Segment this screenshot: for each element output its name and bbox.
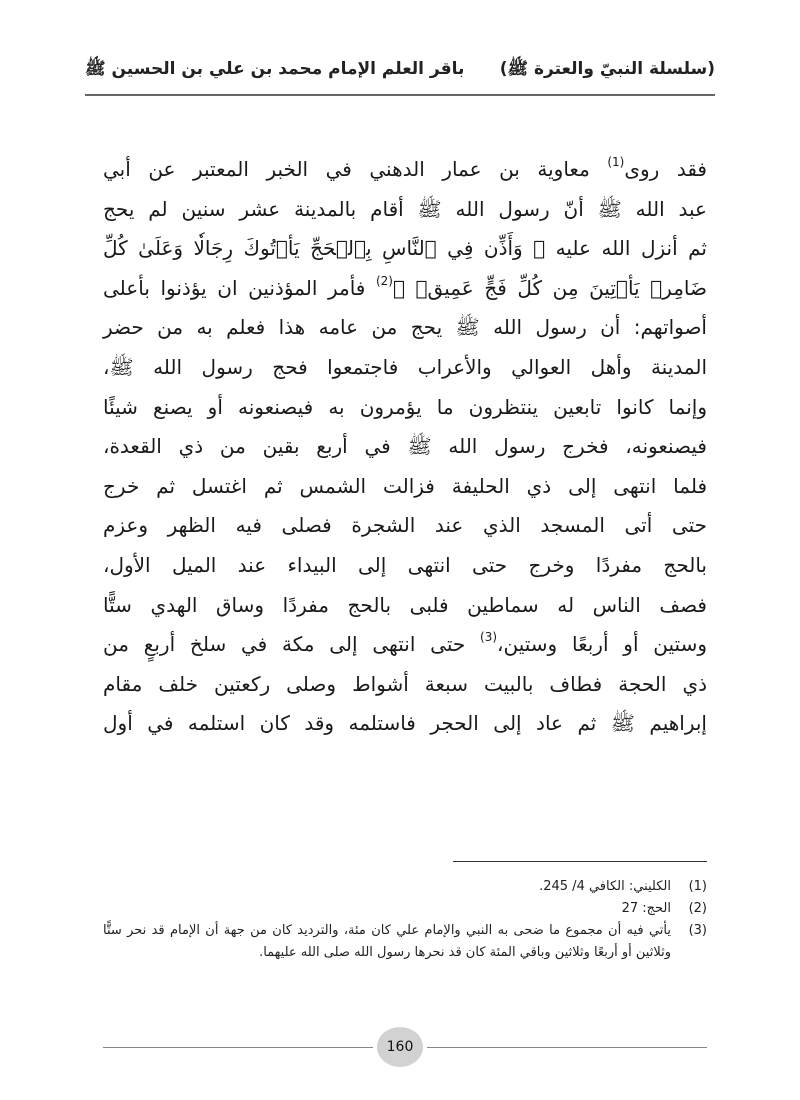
text-line: ثم أنزل الله عليه ﴿ وَأَذِّن فِي ٱلنَّاسِ بِٱلۡحَجِّ يَأۡتُوكَ رِجَالٗا وَعَلَىٰ كُلِّ xyxy=(103,236,707,261)
text-line: المدينة وأهل العوالي والأعراب فاجتمعوا فحج رسول الله ﷺ، xyxy=(103,354,707,379)
footnotes-divider xyxy=(453,861,707,862)
footnote-item xyxy=(103,898,707,920)
text-line: ضَامِرٖ يَأۡتِينَ مِن كُلِّ فَجٍّ عَمِيقٖ ﴾$^{(2)}$ فأمر المؤذنين ان يؤذنوا بأعلى xyxy=(103,273,707,300)
footnote-ref: (3) xyxy=(480,630,498,645)
book-title: باقر العلم الإمام محمد بن علي بن الحسين ﷺ xyxy=(85,58,465,79)
text-line: فقد روى$^{(1)}$ معاوية بن عمار الدهني في الخبر المعتبر عن أبي xyxy=(103,155,707,181)
footer-line-left xyxy=(103,1047,373,1048)
text-line: وإنما كانوا تابعين ينتظرون ما يؤمرون به فيصنعونه أو يصنع شيئًا xyxy=(103,394,707,419)
text-line: وستين أو أربعًا وستين،$^{(3)}$ حتى انتهى إلى مكة في سلخ أربعٍ من xyxy=(103,630,707,657)
text-line: فيصنعونه، فخرج رسول الله ﷺ في أربع بقين من ذي القعدة، xyxy=(103,434,707,459)
page-number: 160 xyxy=(377,1027,423,1067)
footnote-number: (1) xyxy=(688,879,707,894)
text-line: ذي الحجة فطاف بالبيت سبعة أشواط وصلى ركعتين خلف مقام xyxy=(103,671,707,696)
footnote-item xyxy=(103,920,707,964)
footnote-text: الكليني: الكافي 4/ 245. xyxy=(539,879,671,894)
footnote-text: يأتي فيه أن مجموع ما ضحى به النبي والإمام علي كان مئة، والترديد كان من جهة أن الإمام قد نحر ستًّا وثلاثين أو أربعًا وثلاثين وباقي المئة كان قد نحرها رسول الله صلى الله عليهما. xyxy=(103,923,671,960)
text-line: فصف الناس له سماطين فلبى بالحج مفردًا وساق الهدي ستًّا xyxy=(103,592,707,617)
text-line: إبراهيم ﷺ ثم عاد إلى الحجر فاستلمه وقد كان استلمه في أول xyxy=(103,711,707,736)
text-line: بالحج مفردًا وخرج حتى انتهى إلى البيداء عند الميل الأول، xyxy=(103,552,707,577)
footnote-text: الحج: 27 xyxy=(621,901,671,916)
header-divider xyxy=(85,94,715,96)
text-line: عبد الله ﷺ أنّ رسول الله ﷺ أقام بالمدينة عشر سنين لم يحج xyxy=(103,196,707,221)
footnote-item xyxy=(103,876,707,898)
series-title: (سلسلة النبيّ والعترة ﷺ) xyxy=(499,58,715,79)
footnote-ref: (2) xyxy=(375,273,393,288)
footnote-ref: (1) xyxy=(607,155,625,169)
text-line: حتى أتى المسجد الذي عند الشجرة فصلى فيه الظهر وعزم xyxy=(103,513,707,538)
text-line: أصواتهم: أن رسول الله ﷺ يحج من عامه هذا فعلم به من حضر xyxy=(103,315,707,340)
footer-line-right xyxy=(427,1047,707,1048)
footnote-number: (2) xyxy=(688,901,707,916)
text-line: فلما انتهى إلى ذي الحليفة فزالت الشمس ثم اغتسل ثم خرج xyxy=(103,473,707,498)
footnote-number: (3) xyxy=(688,923,707,938)
main-text xyxy=(103,150,707,744)
footnotes xyxy=(103,876,707,964)
running-header xyxy=(85,50,715,90)
